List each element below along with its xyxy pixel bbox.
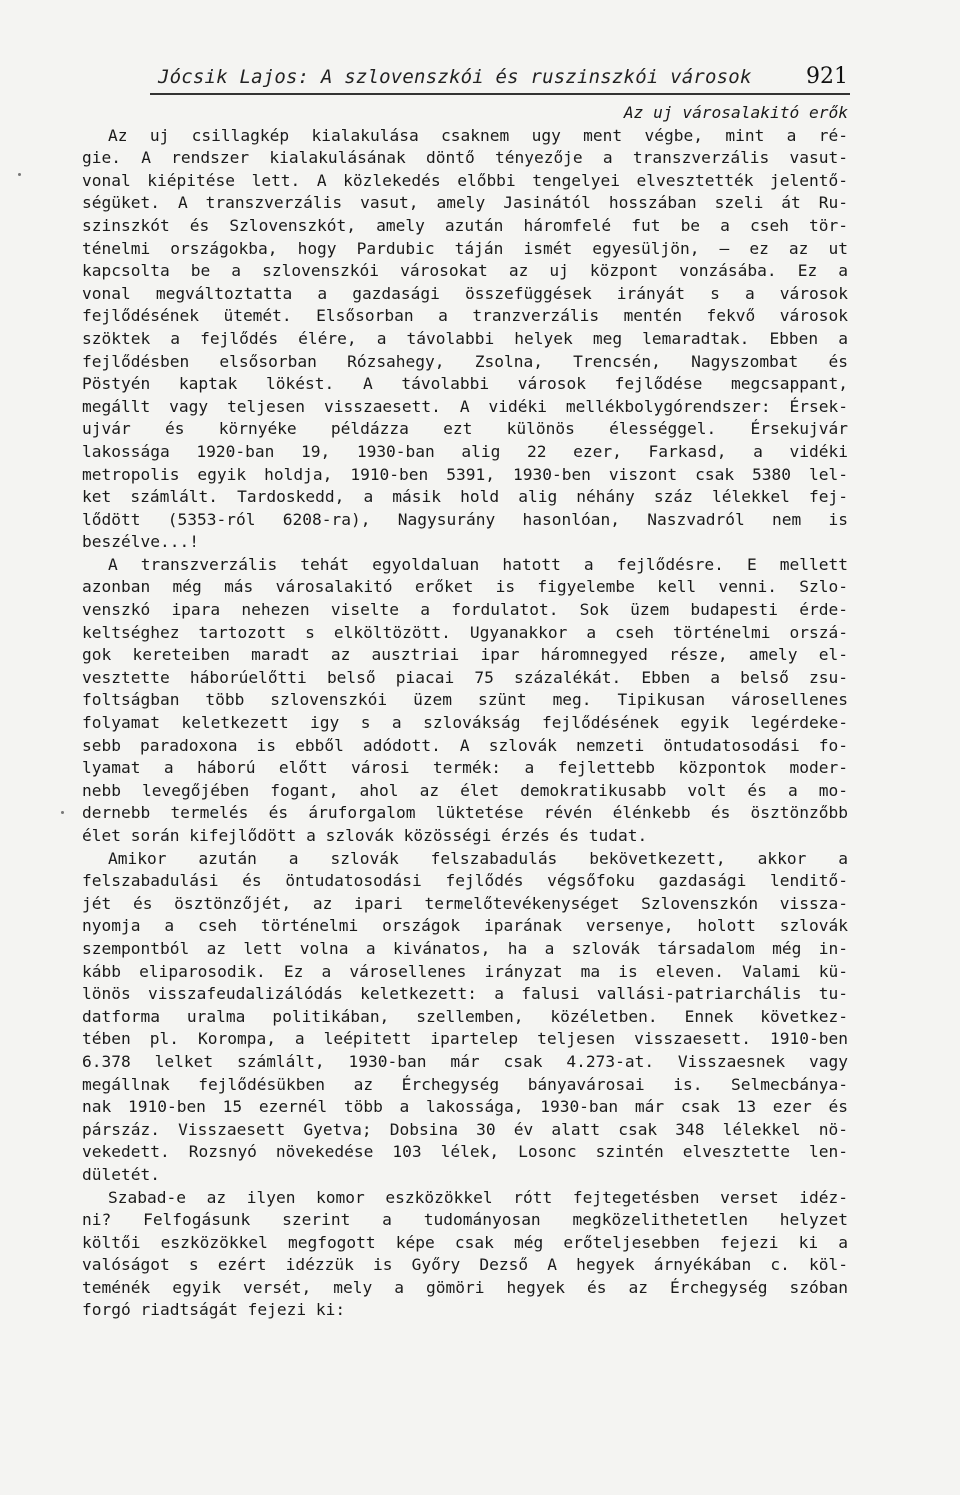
text-line: lődött (5353-ról 6208-ra), Nagysurány hasonlóan, Naszvadról nem is bbox=[82, 509, 848, 529]
text-line: élet során kifejlődött a szlovák közösségi érzés és tudat. bbox=[82, 826, 648, 845]
text-line: teménék egyik versét, mely a gömöri hegyek és az Érchegység szóban bbox=[82, 1277, 848, 1297]
ink-speck bbox=[18, 173, 21, 176]
text-line: Az uj csillagkép kialakulása csaknem ugy ment végbe, mint a ré- bbox=[108, 125, 848, 145]
text-line: keltséghez tartozott s elköltözött. Ugyanakkor a cseh történelmi orszá- bbox=[82, 622, 848, 642]
text-line: 6.378 lelket számlált, 1930-ban már csak 4.273-at. Visszaesnek vagy bbox=[82, 1051, 848, 1071]
text-line: Pöstyén kaptak lökést. A távolabbi városok fejlődése megcsappant, bbox=[82, 374, 848, 394]
text-line: jét és ösztönzőjét, az ipari termelőtevékenységet Szlovenszkón vissza- bbox=[82, 893, 848, 913]
text-line: fejlődésének ütemét. Elsősorban a tranzverzális mentén fekvő városok bbox=[82, 306, 848, 326]
text-line: ujvár és környéke példázza ezt különös élességgel. Érsekujvár bbox=[82, 419, 848, 439]
text-line: ni? Felfogásunk szerint a tudományosan megközelithetetlen helyzet bbox=[82, 1210, 848, 1230]
text-line: szempontból az lett volna a kivánatos, ha a szlovák társadalom még in- bbox=[82, 938, 848, 958]
text-line: folyamat keletkezett igy s a szlovákság fejlődésének egyik legérdeke- bbox=[82, 713, 848, 733]
section-heading: Az uj városalakitó erők bbox=[623, 103, 848, 122]
text-line: ténelmi országokba, hogy Pardubic táján ismét egyesüljön, — ez az ut bbox=[82, 238, 848, 258]
text-line: vekedett. Rozsnyó növekedése 103 lélek, Losonc szintén elvesztette len- bbox=[82, 1142, 848, 1162]
header-rule bbox=[150, 93, 850, 95]
text-line: vonal kiépitése lett. A közlekedés előbbi tengelyei elvesztették jelentő- bbox=[82, 170, 848, 190]
running-title: Jócsik Lajos: A szlovenszkói és ruszinszkói városok bbox=[158, 66, 752, 88]
text-line: forgó riadtságát fejezi ki: bbox=[82, 1300, 346, 1320]
text-line: nak 1910-ben 15 ezernél több a lakossága, 1930-ban már csak 13 ezer és bbox=[82, 1097, 848, 1117]
text-line: sebb paradoxona is ebből adódott. A szlovák nemzeti öntudatosodási fo- bbox=[82, 735, 848, 755]
text-line: ket számlált. Tardoskedd, a másik hold alig néhány száz lélekkel fej- bbox=[82, 487, 848, 507]
text-line: lyamat a háború előtt városi termék: a fejlettebb központok moder- bbox=[82, 758, 848, 778]
text-line: gok kereteiben maradt az ausztriai ipar háromnegyed része, amely el- bbox=[82, 645, 848, 665]
text-line: megállt vagy teljesen visszaesett. A vidéki mellékbolygórendszer: Érsek- bbox=[82, 396, 848, 416]
text-line: beszélve...! bbox=[82, 532, 199, 552]
text-line: párszáz. Visszaesett Gyetva; Dobsina 30 év alatt csak 348 lélekkel nö- bbox=[82, 1119, 848, 1139]
text-line: dületét. bbox=[82, 1164, 160, 1184]
text-line: azonban még más városalakitó erőket is figyelembe kell venni. Szlo- bbox=[82, 577, 848, 597]
text-line: Amikor azután a szlovák felszabadulás bekövetkezett, akkor a bbox=[108, 848, 848, 868]
text-line: ségüket. A transzverzális vasut, amely Jasinától hosszában szeli át Ru- bbox=[82, 193, 848, 213]
body-text bbox=[82, 102, 848, 1322]
text-line: tében pl. Korompa, a leépitett ipartelep teljesen visszaesett. 1910-ben bbox=[82, 1029, 848, 1049]
text-line: megállnak fejlődésükben az Érchegység bányavárosai is. Selmecbánya- bbox=[82, 1074, 848, 1094]
text-line: fejlődésben elsősorban Rózsahegy, Zsolna, Trencsén, Nagyszombat és bbox=[82, 351, 848, 371]
text-line: lakossága 1920-ban 19, 1930-ban alig 22 ezer, Farkasd, a vidéki bbox=[82, 441, 848, 461]
paragraph-lines bbox=[82, 125, 848, 1322]
text-line: szinszkót és Szlovenszkót, amely azután háromfelé fut be a cseh tör- bbox=[82, 215, 848, 235]
text-line: kább eliparosodik. Ez a városellenes irányzat ma is eleven. Valami kü- bbox=[82, 961, 848, 981]
text-line: dernebb termelés és áruforgalom lüktetése révén élénkebb és ösztönzőbb bbox=[82, 803, 848, 823]
text-line: vonal megváltoztatta a gazdasági összefüggések irányát s a városok bbox=[82, 283, 848, 303]
text-line: gie. A rendszer kialakulásának döntő tényezője a transzverzális vasut- bbox=[82, 148, 848, 168]
text-line: venszkó ipara nehezen viselte a fordulatot. Sok üzem budapesti érde- bbox=[82, 600, 848, 620]
text-line: foltságban több szlovenszkói üzem szünt meg. Tipikusan városellenes bbox=[82, 690, 848, 710]
text-line: metropolis egyik holdja, 1910-ben 5391, 1930-ben viszont csak 5380 lel- bbox=[82, 464, 848, 484]
running-head bbox=[148, 64, 848, 94]
text-line: vesztette háborúelőtti belső piacai 75 százalékát. Ebben a belső zsu- bbox=[82, 667, 848, 687]
text-line: nyomja a cseh történelmi országok iparának versenye, holott szlovák bbox=[82, 916, 848, 936]
text-line: valóságot s ezért idézzük is Győry Dezső A hegyek árnyékában c. köl- bbox=[82, 1255, 848, 1275]
text-line: datforma uralma politikában, szellemben, közéletben. Ennek következ- bbox=[82, 1006, 848, 1026]
text-line: kapcsolta be a szlovenszkói városokat az uj központ vonzásába. Ez a bbox=[82, 261, 848, 281]
text-line: nebb levegőjében fogant, ahol az élet demokratikusabb volt és a mo- bbox=[82, 780, 848, 800]
text-line: felszabadulási és öntudatosodási fejlődés végsőfoku gazdasági lenditő- bbox=[82, 871, 848, 891]
text-line: költői eszközökkel megfogott képe csak még erőteljesebben fejezi ki a bbox=[82, 1232, 848, 1252]
text-line: szöktek a fejlődés élére, a távolabbi helyek meg lemaradtak. Ebben a bbox=[82, 328, 848, 348]
page-number: 921 bbox=[806, 64, 848, 89]
text-line: lönös visszafeudalizálódás keletkezett: a falusi vallási-patriarchális tu- bbox=[82, 984, 848, 1004]
text-line: A transzverzális tehát egyoldaluan hatott a fejlődésre. E mellett bbox=[108, 554, 848, 574]
ink-speck bbox=[61, 811, 64, 814]
text-line: Szabad-e az ilyen komor eszközökkel rótt fejtegetésben verset idéz- bbox=[108, 1187, 848, 1207]
